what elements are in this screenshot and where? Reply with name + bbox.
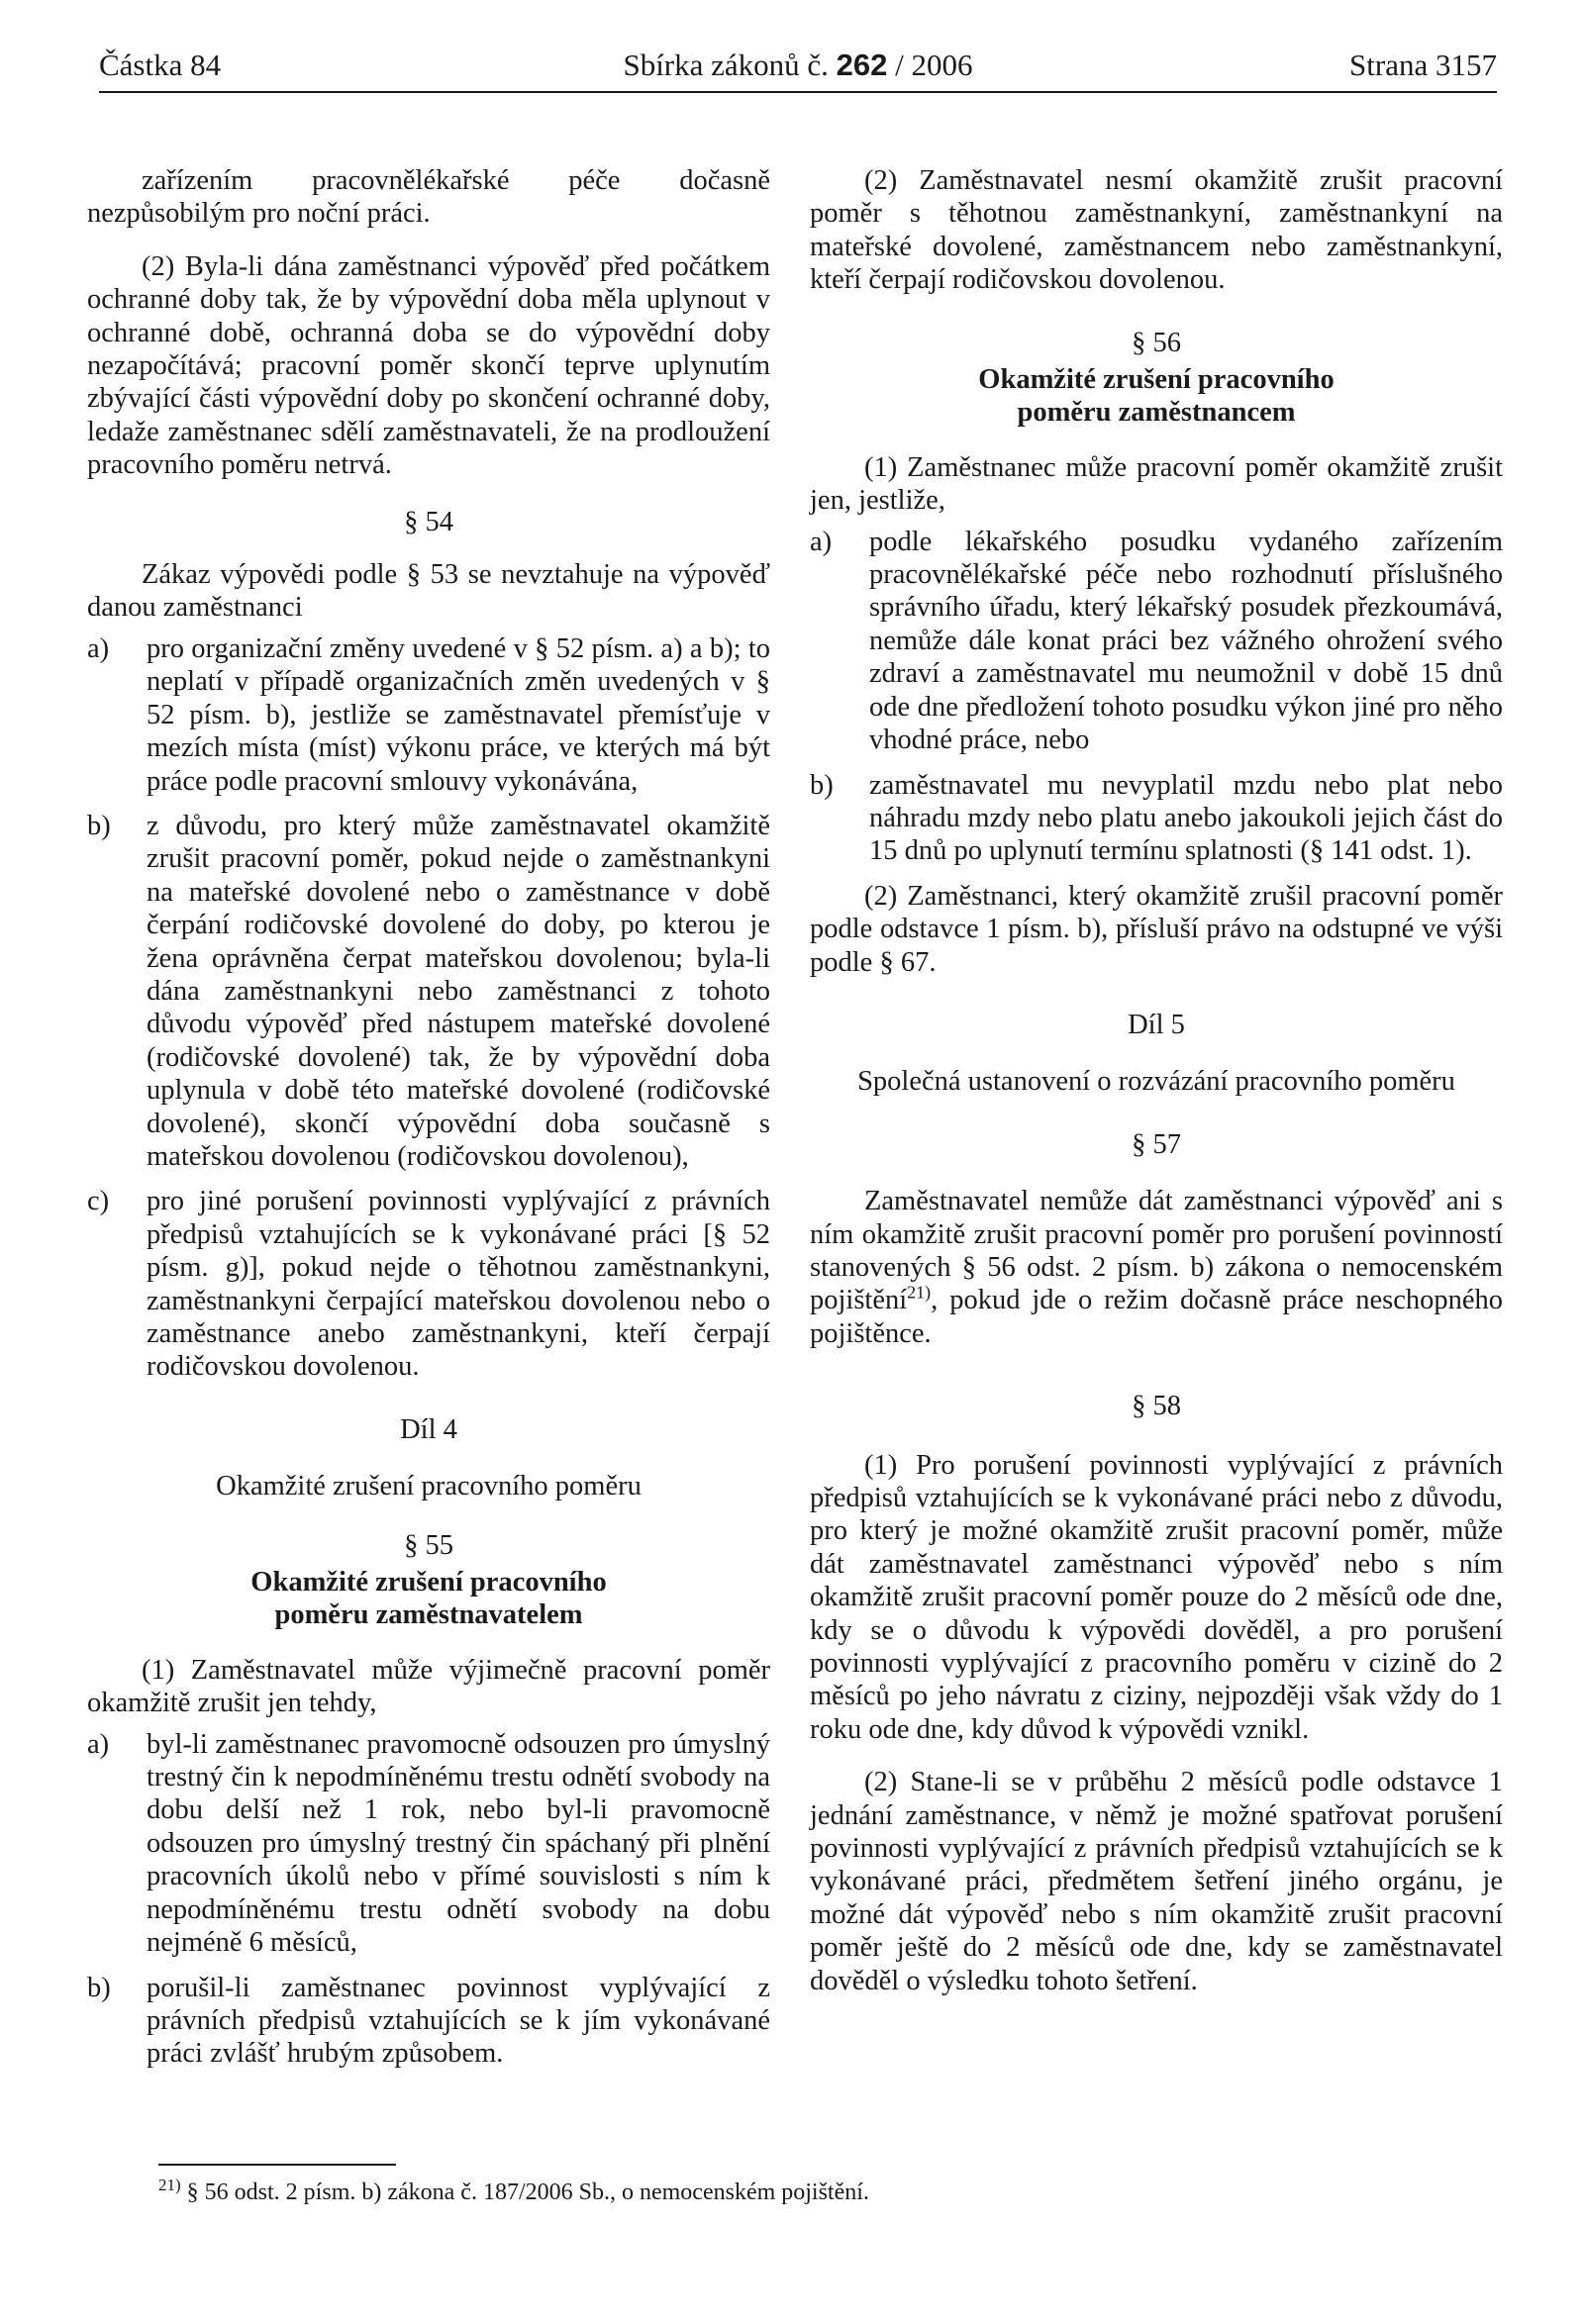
list-item-label: a) [87,1728,110,1760]
paragraph: (2) Zaměstnavatel nesmí okamžitě zrušit pracovní poměr s těhotnou zaměstnankyní, zaměstnankyní na mateřské dovolené, zaměstnancem nebo zaměstnankyní, kteří čerpají rodičovskou dovolenou. [810,165,1503,296]
collection-reference [99,48,1497,83]
footnote-reference[interactable]: 21) [907,1282,932,1303]
list-item [87,1728,770,1960]
header-rule [99,91,1497,93]
list-item [87,1972,770,2071]
list-item-text: zaměstnavatel mu nevyplatil mzdu nebo plat nebo náhradu mzdy nebo platu anebo jakoukoli jejich část do 15 dnů po uplynutí termínu splatnosti (§ 141 odst. 1). [869,769,1503,867]
collection-name: Sbírka zákonů č. [623,48,829,82]
section-heading-54: § 54 [404,506,453,537]
section-title-line: Okamžité zrušení pracovního [978,364,1335,396]
list-item-text: pro jiné porušení povinnosti vyplývající z právních předpisů vztahujících se k vykonávané práci [§ 52 písm. g)], pokud nejde o těhotnou zaměstnankyni, zaměstnankyni čerpající mateřskou dovolenou nebo o zaměstnance anebo zaměstnankyni, kteří čerpají rodičovskou dovolenou. [147,1186,770,1383]
list-item-label: b) [87,1972,111,2003]
list-item-label: a) [87,632,110,664]
list-item-text: podle lékařského posudku vydaného zařízením pracovnělékařské péče nebo rozhodnutí příslušného správního úřadu, který lékařský posudek přezkoumává, nemůže dále konat práci bez vážného ohrožení svého zdraví a zaměstnavatel mu neumožnil v době 15 dnů ode dne předložení tohoto posudku výkon jiné pro něho vhodné práce, nebo [869,526,1503,756]
list-item-label: a) [810,526,833,557]
footnote-text: § 56 odst. 2 písm. b) zákona č. 187/2006 Sb., o nemocenském pojištění. [186,2179,869,2205]
list-item-text: porušil-li zaměstnanec povinnost vyplývající z právních předpisů vztahujících se k jím vykonávané práci zvlášť hrubým způsobem. [147,1972,770,2070]
section-heading-57: § 57 [1132,1128,1181,1160]
paragraph-text: Zaměstnavatel nemůže dát zaměstnanci výpověď ani s ním okamžitě zrušit pracovní poměr pro porušení povinností stanovených § 56 odst. 2 písm. b) zákona o nemocenském pojištění [810,1186,1503,1316]
list-item-text: byl-li zaměstnanec pravomocně odsouzen pro úmyslný trestný čin k nepodmíněnému trestu odnětí svobody na dobu delší než 1 rok, nebo byl-li pravomocně odsouzen pro úmyslný trestný čin spáchaný při plnění pracovních úkolů nebo v přímé souvislosti s ním k nepodmíněnému trestu odnětí svobody na dobu nejméně 6 měsíců, [147,1728,770,1959]
list-item [87,1185,770,1383]
footnote [158,2178,1346,2207]
list-item [810,526,1503,757]
section-title-56 [810,363,1503,430]
list-item [87,810,770,1173]
page-header [99,48,1497,87]
left-column [87,164,770,2082]
section-title-line: Okamžité zrušení pracovního [250,1567,607,1598]
section-heading-55: § 55 [404,1529,453,1561]
list-item-text: pro organizační změny uvedené v § 52 písm. a) a b); to neplatí v případě organizačních změn uvedených v § 52 písm. b), jestliže se zaměstnavatel přemísťuje v mezích místa (míst) výkonu práce, ve kterých má být práce podle pracovní smlouvy vykonávána, [147,632,770,797]
list-item-label: b) [87,810,111,841]
section-intro: (1) Zaměstnavatel může výjimečně pracovní poměr okamžitě zrušit jen tehdy, [87,1654,770,1719]
paragraph: (1) Pro porušení povinnosti vyplývající z právních předpisů vztahujících se k vykonávané práci nebo z důvodu, pro který je možné okamžitě zrušit pracovní poměr, může dát zaměstnavatel zaměstnanci výpověď nebo s ním okamžitě zrušit pracovní poměr pouze do 2 měsíců ode dne, kdy se o důvodu k výpovědi dověděl, a pro porušení povinnosti vyplývající z pracovního poměru v cizině do 2 měsíců po jeho návratu z ciziny, nejpozději však vždy do 1 roku ode dne, kdy důvod k výpovědi vznikl. [810,1449,1503,1745]
list-item [87,632,770,798]
paragraph: (2) Byla-li dána zaměstnanci výpověď před počátkem ochranné doby tak, že by výpovědní doba měla uplynout v ochranné době, ochranná doba se do výpovědní doby nezapočítává; pracovní poměr skončí teprve uplynutím zbývající části výpovědní doby po skončení ochranné doby, ledaže zaměstnanec sdělí zaměstnavateli, že na prodloužení pracovního poměru netrvá. [87,250,770,481]
section-intro: Zákaz výpovědi podle § 53 se nevztahuje na výpověď danou zaměstnanci [87,559,770,624]
paragraph: (2) Zaměstnanci, který okamžitě zrušil pracovní poměr podle odstavce 1 písm. b), přísluší právo na odstupné ve výši podle § 67. [810,880,1503,978]
paragraph-text: , pokud jde o režim dočasně práce neschopného pojištěnce. [810,1285,1503,1349]
list-item-label: c) [87,1186,110,1217]
part-heading-5: Díl 5 [1128,1009,1185,1040]
section-heading-58: § 58 [1132,1391,1181,1422]
list-item [810,769,1503,868]
page-number: Strana 3157 [1349,48,1497,82]
law-year: / 2006 [895,48,973,82]
right-column [810,164,1503,2017]
footnote-mark: 21) [158,2176,181,2194]
list-item-text: z důvodu, pro který může zaměstnavatel okamžitě zrušit pracovní poměr, pokud nejde o zaměstnankyni na mateřské dovolené nebo o zaměstnance v době čerpání rodičovské dovolené do doby, po kterou je žena oprávněna čerpat mateřskou dovolenou; byla-li dána zaměstnankyni nebo zaměstnanci z tohoto důvodu výpověď před nástupem mateřské dovolené (rodičovské dovolené) tak, že by výpovědní doba uplynula v době této mateřské dovolené (rodičovské dovolené), skončí výpovědní doba současně s mateřskou dovolenou (rodičovskou dovolenou), [147,810,770,1172]
part-title-4: Okamžité zrušení pracovního poměru [216,1471,642,1502]
footnote-rule [158,2164,396,2166]
section-title-55 [87,1566,770,1632]
part-title-5: Společná ustanovení o rozvázání pracovního poměru [857,1066,1455,1098]
issue-number: Částka 84 [99,48,222,82]
section-intro: (1) Zaměstnanec může pracovní poměr okamžitě zrušit jen, jestliže, [810,451,1503,517]
paragraph: (2) Stane-li se v průběhu 2 měsíců podle odstavce 1 jednání zaměstnance, v němž je možné spatřovat porušení povinnosti vyplývající z právních předpisů vztahujících se k vykonávané práci, předmětem šetření jiného orgánu, je možné dát výpověď nebo s ním okamžitě zrušit pracovní poměr ještě do 2 měsíců ode dne, kdy se zaměstnavatel dověděl o výsledku tohoto šetření. [810,1767,1503,1996]
part-heading-4: Díl 4 [400,1413,457,1445]
section-heading-56: § 56 [1132,327,1181,358]
paragraph [810,1185,1503,1350]
law-number: 262 [836,48,888,82]
section-title-line: poměru zaměstnavatelem [274,1599,583,1631]
list-item-label: b) [810,769,834,801]
section-title-line: poměru zaměstnancem [1017,397,1296,429]
continued-paragraph: zařízením pracovnělékařské péče dočasně nezpůsobilým pro noční práci. [87,165,770,230]
